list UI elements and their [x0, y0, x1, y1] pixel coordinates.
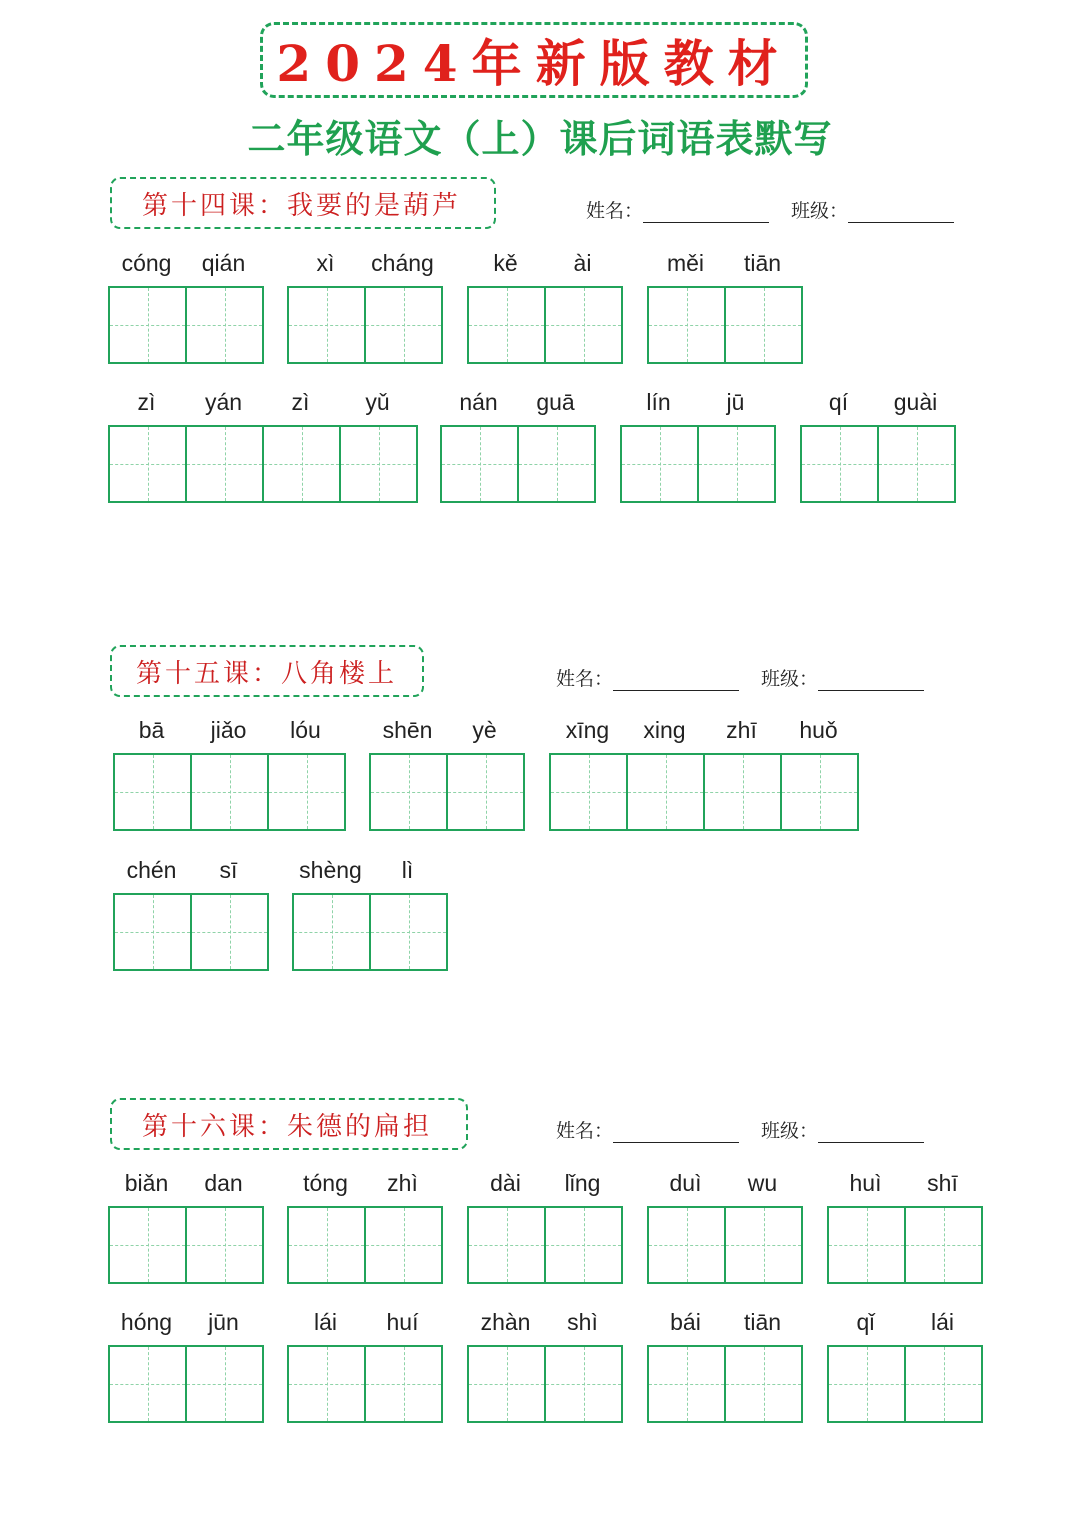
writing-cell[interactable]: [115, 895, 192, 969]
writing-cell[interactable]: [366, 288, 443, 362]
pinyin-syllable: shì: [567, 1309, 598, 1335]
pinyin-row: [287, 1307, 443, 1345]
word-item: [467, 248, 623, 364]
writing-cell[interactable]: [366, 1347, 443, 1421]
writing-grid: [827, 1345, 983, 1423]
lesson-title-14: 第十四课：我要的是葫芦: [110, 177, 496, 229]
pinyin-syllable: cóng: [121, 250, 172, 276]
writing-cell[interactable]: [187, 1347, 264, 1421]
word-item: [549, 715, 859, 831]
writing-cell[interactable]: [192, 755, 269, 829]
writing-cell[interactable]: [782, 755, 859, 829]
pinyin-row: [647, 248, 803, 286]
main-title: 2024年新版教材: [260, 22, 808, 98]
pinyin-syllable: lóu: [290, 717, 321, 743]
pinyin-syllable: kě: [493, 250, 518, 276]
word-item: [647, 248, 803, 364]
writing-cell[interactable]: [726, 1347, 803, 1421]
writing-grid: [440, 425, 596, 503]
pinyin-syllable: dài: [490, 1170, 521, 1196]
writing-grid: [620, 425, 776, 503]
writing-grid: [827, 1206, 983, 1284]
writing-cell[interactable]: [469, 1347, 546, 1421]
writing-cell[interactable]: [289, 1208, 366, 1282]
pinyin-syllable: jiǎo: [210, 717, 247, 743]
word-item: [108, 387, 418, 503]
word-item: [647, 1307, 803, 1423]
writing-grid: [467, 286, 623, 364]
pinyin-row: [108, 248, 264, 286]
pinyin-row: [440, 387, 596, 425]
writing-cell[interactable]: [551, 755, 628, 829]
pinyin-syllable: zhī: [726, 717, 757, 743]
writing-cell[interactable]: [829, 1208, 906, 1282]
writing-grid: [369, 753, 525, 831]
writing-cell[interactable]: [546, 288, 623, 362]
pinyin-syllable: shēn: [382, 717, 433, 743]
name-label: 姓名：: [556, 1120, 614, 1142]
writing-cell[interactable]: [519, 427, 596, 501]
writing-cell[interactable]: [649, 1208, 726, 1282]
writing-cell[interactable]: [906, 1347, 983, 1421]
writing-cell[interactable]: [341, 427, 418, 501]
writing-cell[interactable]: [289, 1347, 366, 1421]
writing-cell[interactable]: [269, 755, 346, 829]
writing-cell[interactable]: [110, 1208, 187, 1282]
pinyin-syllable: měi: [666, 250, 705, 276]
pinyin-row: [113, 855, 269, 893]
pinyin-syllable: biǎn: [124, 1170, 169, 1196]
writing-grid: [108, 286, 264, 364]
pinyin-row: [620, 387, 776, 425]
writing-grid: [467, 1206, 623, 1284]
word-item: [108, 1168, 264, 1284]
pinyin-row: [827, 1307, 983, 1345]
pinyin-syllable: bā: [138, 717, 165, 743]
word-item: [467, 1168, 623, 1284]
pinyin-syllable: jūn: [208, 1309, 239, 1335]
writing-grid: [467, 1345, 623, 1423]
word-item: [113, 855, 269, 971]
pinyin-syllable: dan: [204, 1170, 243, 1196]
subtitle: 二年级语文（上）课后词语表默写: [247, 117, 833, 161]
pinyin-syllable: huǒ: [799, 717, 838, 743]
pinyin-syllable: lǐng: [564, 1170, 601, 1196]
writing-cell[interactable]: [649, 1347, 726, 1421]
writing-cell[interactable]: [726, 1208, 803, 1282]
word-item: [287, 248, 443, 364]
pinyin-syllable: xì: [316, 250, 335, 276]
pinyin-syllable: bái: [670, 1309, 701, 1335]
writing-cell[interactable]: [546, 1208, 623, 1282]
pinyin-syllable: lái: [313, 1309, 337, 1335]
pinyin-row: [467, 248, 623, 286]
writing-cell[interactable]: [110, 427, 187, 501]
pinyin-syllable: zhì: [387, 1170, 418, 1196]
writing-cell[interactable]: [187, 288, 264, 362]
lesson-title-15: 第十五课：八角楼上: [110, 645, 424, 697]
pinyin-syllable: tóng: [303, 1170, 348, 1196]
pinyin-row: [467, 1168, 623, 1206]
word-item: [287, 1168, 443, 1284]
pinyin-syllable: lín: [646, 389, 671, 415]
writing-cell[interactable]: [110, 288, 187, 362]
pinyin-syllable: shī: [927, 1170, 958, 1196]
name-label: 姓名：: [556, 668, 614, 690]
writing-grid: [549, 753, 859, 831]
word-item: [800, 387, 956, 503]
word-item: [292, 855, 448, 971]
class-field[interactable]: [818, 1122, 924, 1143]
writing-cell[interactable]: [115, 755, 192, 829]
pinyin-syllable: cháng: [371, 250, 434, 276]
pinyin-syllable: tiān: [743, 1309, 782, 1335]
word-item: [369, 715, 525, 831]
writing-cell[interactable]: [802, 427, 879, 501]
pinyin-syllable: zì: [291, 389, 310, 415]
writing-cell[interactable]: [294, 895, 371, 969]
writing-cell[interactable]: [628, 755, 705, 829]
writing-cell[interactable]: [264, 427, 341, 501]
pinyin-row: [287, 248, 443, 286]
pinyin-row: [467, 1307, 623, 1345]
writing-cell[interactable]: [371, 755, 448, 829]
writing-cell[interactable]: [289, 288, 366, 362]
writing-cell[interactable]: [187, 1208, 264, 1282]
pinyin-syllable: yè: [472, 717, 497, 743]
pinyin-syllable: zhàn: [480, 1309, 531, 1335]
writing-cell[interactable]: [469, 288, 546, 362]
writing-grid: [287, 1206, 443, 1284]
pinyin-row: [108, 387, 418, 425]
student-info-15: [556, 664, 924, 691]
word-item: [108, 248, 264, 364]
pinyin-syllable: qí: [828, 389, 849, 415]
pinyin-syllable: lì: [401, 857, 414, 883]
pinyin-syllable: zì: [137, 389, 156, 415]
name-label: 姓名：: [586, 200, 644, 222]
pinyin-syllable: qǐ: [856, 1309, 875, 1335]
pinyin-syllable: tiān: [743, 250, 782, 276]
writing-grid: [647, 286, 803, 364]
word-item: [113, 715, 346, 831]
writing-cell[interactable]: [699, 427, 776, 501]
class-field[interactable]: [848, 202, 954, 223]
writing-grid: [800, 425, 956, 503]
pinyin-syllable: duì: [669, 1170, 702, 1196]
name-field[interactable]: [643, 202, 769, 223]
pinyin-syllable: lái: [930, 1309, 954, 1335]
writing-cell[interactable]: [448, 755, 525, 829]
pinyin-syllable: xing: [643, 717, 686, 743]
pinyin-syllable: wu: [747, 1170, 778, 1196]
pinyin-row: [827, 1168, 983, 1206]
writing-cell[interactable]: [546, 1347, 623, 1421]
pinyin-row: [549, 715, 859, 753]
word-item: [620, 387, 776, 503]
pinyin-row: [113, 715, 346, 753]
pinyin-syllable: hóng: [120, 1309, 173, 1335]
lesson-title-16: 第十六课：朱德的扁担: [110, 1098, 468, 1150]
pinyin-row: [800, 387, 956, 425]
pinyin-syllable: shèng: [299, 857, 362, 883]
pinyin-syllable: guài: [893, 389, 938, 415]
student-info-16: [556, 1116, 924, 1143]
writing-cell[interactable]: [371, 895, 448, 969]
writing-cell[interactable]: [829, 1347, 906, 1421]
class-field[interactable]: [818, 670, 924, 691]
pinyin-syllable: huí: [386, 1309, 419, 1335]
word-item: [287, 1307, 443, 1423]
writing-cell[interactable]: [366, 1208, 443, 1282]
pinyin-syllable: ài: [573, 250, 592, 276]
writing-grid: [292, 893, 448, 971]
pinyin-row: [369, 715, 525, 753]
writing-grid: [287, 1345, 443, 1423]
writing-cell[interactable]: [187, 427, 264, 501]
word-item: [440, 387, 596, 503]
pinyin-syllable: qián: [201, 250, 246, 276]
word-item: [647, 1168, 803, 1284]
writing-grid: [108, 425, 418, 503]
pinyin-syllable: yǔ: [365, 389, 390, 415]
pinyin-syllable: nán: [459, 389, 498, 415]
writing-grid: [113, 753, 346, 831]
pinyin-syllable: chén: [126, 857, 177, 883]
pinyin-row: [292, 855, 448, 893]
class-label: 班级：: [791, 200, 849, 222]
writing-cell[interactable]: [726, 288, 803, 362]
writing-cell[interactable]: [622, 427, 699, 501]
writing-grid: [647, 1345, 803, 1423]
pinyin-row: [108, 1307, 264, 1345]
pinyin-syllable: yán: [204, 389, 243, 415]
pinyin-row: [287, 1168, 443, 1206]
word-item: [827, 1168, 983, 1284]
writing-cell[interactable]: [906, 1208, 983, 1282]
pinyin-syllable: guā: [536, 389, 575, 415]
name-field[interactable]: [613, 1122, 739, 1143]
writing-cell[interactable]: [442, 427, 519, 501]
pinyin-syllable: sī: [219, 857, 238, 883]
writing-grid: [647, 1206, 803, 1284]
class-label: 班级：: [761, 1120, 819, 1142]
word-item: [827, 1307, 983, 1423]
writing-cell[interactable]: [192, 895, 269, 969]
writing-cell[interactable]: [879, 427, 956, 501]
word-item: [108, 1307, 264, 1423]
writing-cell[interactable]: [649, 288, 726, 362]
writing-cell[interactable]: [110, 1347, 187, 1421]
pinyin-row: [647, 1307, 803, 1345]
name-field[interactable]: [613, 670, 739, 691]
class-label: 班级：: [761, 668, 819, 690]
pinyin-row: [647, 1168, 803, 1206]
pinyin-row: [108, 1168, 264, 1206]
writing-grid: [108, 1345, 264, 1423]
student-info-14: [586, 196, 954, 223]
pinyin-syllable: jū: [726, 389, 745, 415]
writing-cell[interactable]: [469, 1208, 546, 1282]
writing-grid: [287, 286, 443, 364]
writing-grid: [108, 1206, 264, 1284]
pinyin-syllable: xīng: [565, 717, 610, 743]
writing-grid: [113, 893, 269, 971]
pinyin-syllable: huì: [849, 1170, 882, 1196]
writing-cell[interactable]: [705, 755, 782, 829]
word-item: [467, 1307, 623, 1423]
